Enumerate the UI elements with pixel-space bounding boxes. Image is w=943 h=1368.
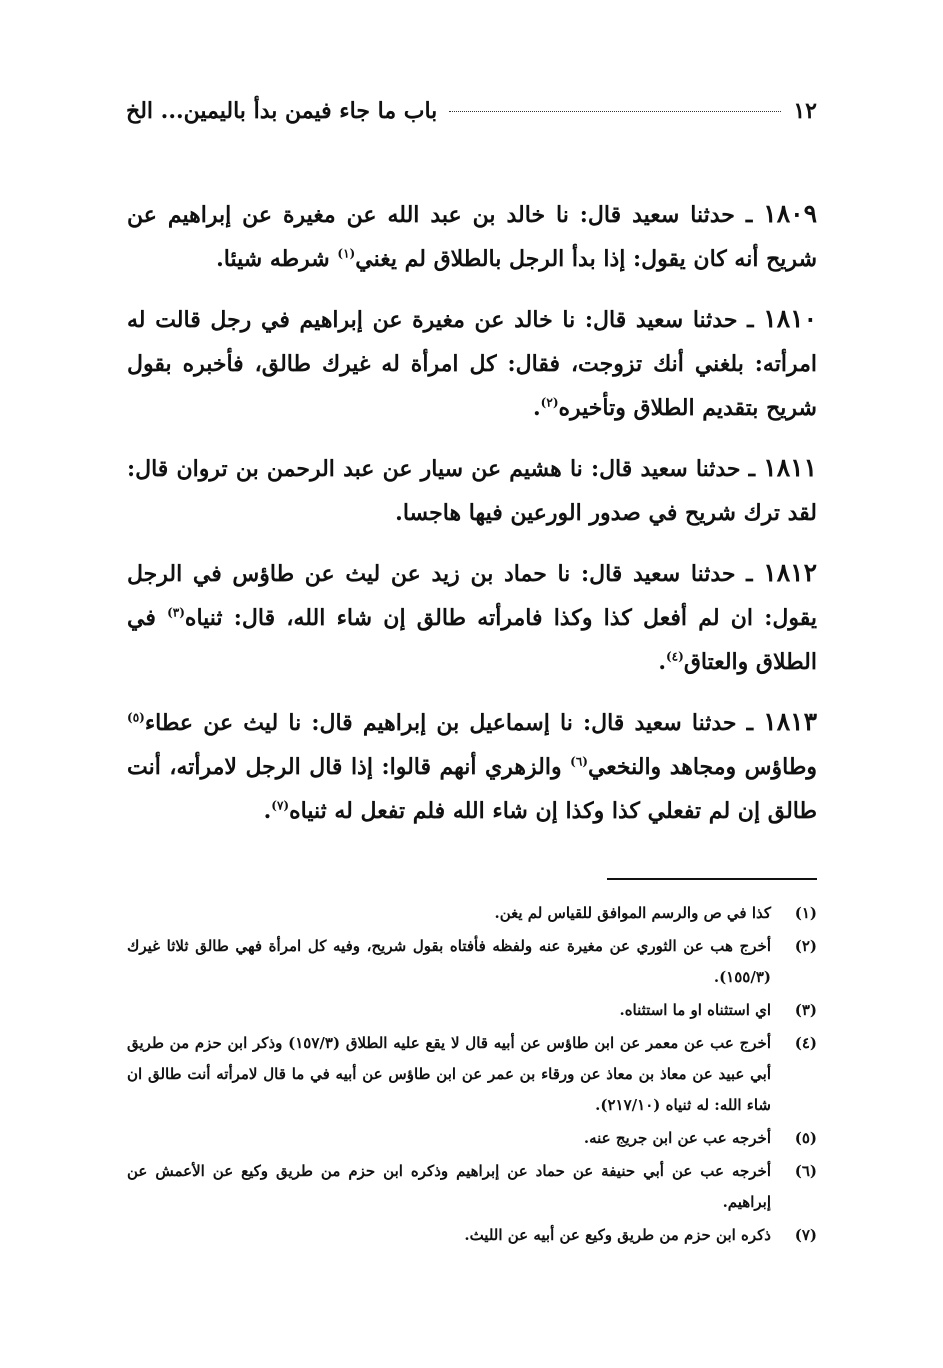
footnote-number: (٧) [794,1226,817,1244]
hadith-text: في الطلاق والعتاق [127,605,817,675]
footnote-text: اي استثناه او ما استثناه. [619,1001,771,1019]
hadith-text: ـ حدثنا سعيد قال: نا هشيم عن سيار عن عبد الرحمن بن تروان قال: لقد ترك شريح في صدور الورعين فيها هاجسا. [127,456,817,526]
hadith-number: ١٨١٠ [763,304,817,333]
footnote-marker: (٦) [570,754,588,769]
hadith-text: ـ حدثنا سعيد قال: نا خالد عن مغيرة عن إبراهيم في رجل قالت له امرأته: بلغني أنك تزوجت، فقال: كل امرأة له غيرك طالق، فأخبره بقول شريح بتقديم الطلاق وتأخيره [127,307,817,421]
hadith-text: والزهري أنهم قالوا: إذا قال الرجل لامرأته، أنت طالق إن لم تفعلي كذا وكذا إن شاء الله فلم تفعل له ثنياه [127,754,817,824]
running-title: باب ما جاء فيمن بدأ باليمين... الخ [126,98,438,124]
footnote-text: ذكره ابن حزم من طريق وكيع عن أبيه عن الليث. [464,1226,771,1244]
hadith-text: شرطه شيئا. [216,246,338,272]
footnote [127,1156,817,1218]
page-header [126,98,817,124]
footnote-number: (٣) [794,1001,817,1019]
footnote-number: (٥) [794,1129,817,1147]
footnote [127,995,817,1026]
footnote-marker: (١) [337,246,356,261]
footnote-number: (٢) [794,937,817,955]
hadith-paragraph [127,446,817,535]
footnote-marker: (٢) [540,395,559,410]
footnote-number: (١) [794,904,817,922]
page-number: ١٢ [793,98,817,124]
hadith-text: وطاؤس ومجاهد والنخعي [587,754,818,780]
footnote [127,931,817,993]
footnote [127,1123,817,1154]
footnote-marker: (٤) [665,649,684,664]
footnote-text: أخرج عب عن معمر عن ابن طاؤس عن أبيه قال لا يقع عليه الطلاق (١٥٧/٣) وذكر ابن حزم من طريق أبي عبيد عن معاذ بن معاذ عن ورقاء بن عمر عن ابن طاؤس عن أبيه في ما قال لامرأته أنت طالق ان شاء الله: له ثنياه (٢١٧/١٠). [127,1034,771,1114]
footnote-text: كذا في ص والرسم الموافق للقياس لم يغن. [494,904,771,922]
footnote-separator [607,878,817,880]
footnote [127,1220,817,1251]
footnote-text: أخرجه عب عن أبي حنيفة عن حماد عن إبراهيم وذكره ابن حزم من طريق وكيع عن الأعمش عن إبراهيم. [127,1162,771,1211]
hadith-text: . [658,649,666,675]
hadith-number: ١٨١١ [763,453,817,482]
hadith-number: ١٨١٣ [763,707,817,736]
footnote-text: أخرج هب عن الثوري عن مغيرة عنه ولفظه فأفتاه بقول شريح، وفيه كل امرأة فهي طالق ثلاثا غيرك (١٥٥/٣). [127,937,771,986]
hadith-paragraph [127,192,817,281]
header-dotted-rule [449,111,781,112]
hadith-paragraph [127,551,817,684]
hadith-number: ١٨٠٩ [763,199,817,228]
footnote-marker: (٥) [127,710,145,725]
hadith-text: ـ حدثنا سعيد قال: نا خالد بن عبد الله عن مغيرة عن إبراهيم عن شريح أنه كان يقول: إذا بدأ الرجل بالطلاق لم يغني [127,202,817,272]
hadith-text: ـ حدثنا سعيد قال: نا إسماعيل بن إبراهيم قال: نا ليث عن عطاء [144,710,764,736]
main-text [127,192,817,849]
footnote [127,898,817,929]
footnote-text: أخرجه عب عن ابن جريج عنه. [583,1129,771,1147]
footnote-number: (٦) [794,1162,817,1180]
footnote-marker: (٣) [167,605,185,620]
hadith-text: . [263,798,272,824]
hadith-paragraph [127,700,817,833]
hadith-text: ـ حدثنا سعيد قال: نا حماد بن زيد عن ليث عن طاؤس في الرجل يقول: ان لم أفعل كذا وكذا فامرأته طالق إن شاء الله، قال: ثنياه [127,561,817,631]
footnote [127,1028,817,1121]
hadith-text: . [533,395,541,421]
footnote-marker: (٧) [271,798,290,813]
hadith-paragraph [127,297,817,430]
hadith-number: ١٨١٢ [763,558,817,587]
footnote-number: (٤) [794,1034,817,1052]
footnotes [127,898,817,1253]
